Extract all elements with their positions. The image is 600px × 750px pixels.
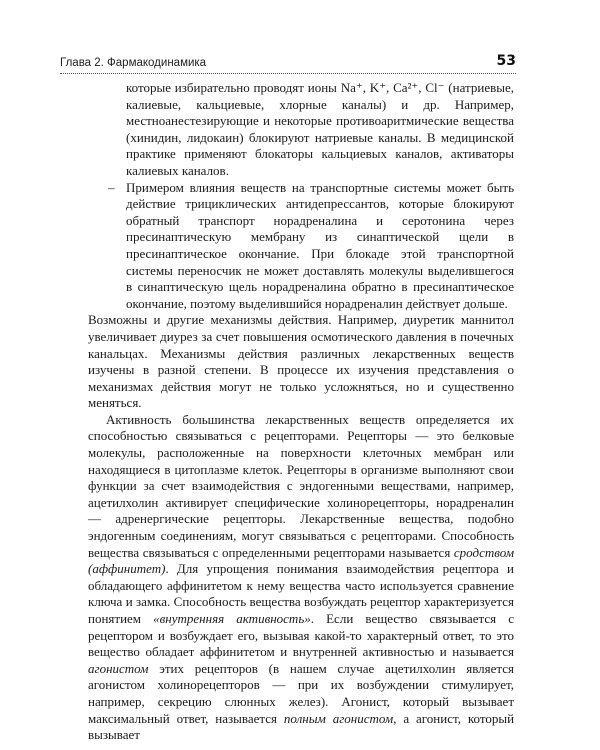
text-run: . Если вещество связывается с рецептором и возбуждает его, вызывая какой-то характерный ответ, то это вещество обладает аффинитетом и внутренней активностью и называется xyxy=(88,611,515,660)
text-run: . Для упрощения понимания взаимодействия рецептора и обладающего аффинитетом к нему вещества часто используется сравнение ключа и замка. Способность вещества возбуждать рецептор характеризуется понятием xyxy=(88,561,514,626)
running-header xyxy=(60,53,516,74)
text-run: этих рецепторов (в нашем случае ацетилхолин является агонистом холинорецепторов — при их возбуждении стимулирует, например, секрецию слюнных желез). Агонист, который вызывает максимальный ответ, называется xyxy=(88,660,514,726)
term-full-agonist: полным агонистом xyxy=(283,710,394,726)
page-body xyxy=(88,80,514,744)
term-intrinsic-activity: «внутренняя активность» xyxy=(153,611,311,626)
term-agonist: агонистом xyxy=(88,660,149,676)
text-run: , а агонист, который вызывает xyxy=(88,710,515,743)
text-run: Активность большинства лекарственных веществ определяется их способностью связываться с рецепторами. Рецепторы — это белковые молекулы, расположенные на поверхности клеточных мембран или находящиеся в цитоплазме клеток. Рецепторы в организме выполняют свои функции за счет взаимодействия с эндогенными веществами, например, ацетилхолин активирует специфические холинорецепторы, норадреналин — адренергические рецепторы. Лекарственные вещества, подобно эндогенным соединениям, могут связываться с рецепторами. Способность вещества связываться с определенными рецепторами называется xyxy=(88,411,514,560)
list-item-continuation: которые избирательно проводят ионы Na⁺, K⁺, Ca²⁺, Cl⁻ (натриевые, калиевые, кальциевые, хлорные каналы) и др. Например, местноанестезирующие и некоторые противоаритмические вещества (хинидин, лидокаин) блокируют натриевые каналы. В медицинской практике применяют блокаторы кальциевых каналов, активаторы калиевых каналов. xyxy=(126,80,514,178)
paragraph xyxy=(88,412,514,744)
term-affinity: сродством (аффинитет) xyxy=(88,544,514,577)
page-number: 53 xyxy=(496,53,516,69)
chapter-title: Глава 2. Фармакодинамика xyxy=(60,57,207,69)
list-item: – Примером влияния веществ на транспортные системы может быть действие трициклических антидепрессантов, которые блокируют обратный транспорт норадреналина и серотонина через пресинаптическую мембрану из синаптической щели в пресинаптическое окончание. При блокаде этой транспортной системы переносчик не может доставлять молекулы выделившегося в синаптическую щель норадреналина обратно в пресинаптическое окончание, поэтому выделившийся норадреналин действует дольше. xyxy=(88,180,514,313)
paragraph: Возможны и другие механизмы действия. Например, диуретик маннитол увеличивает диурез за счет повышения осмотического давления в почечных канальцах. Механизмы действия различных лекарственных веществ изучены в разной степени. В процессе их изучения представления о механизмах действия могут не только усложняться, но и существенно меняться. xyxy=(88,312,514,411)
